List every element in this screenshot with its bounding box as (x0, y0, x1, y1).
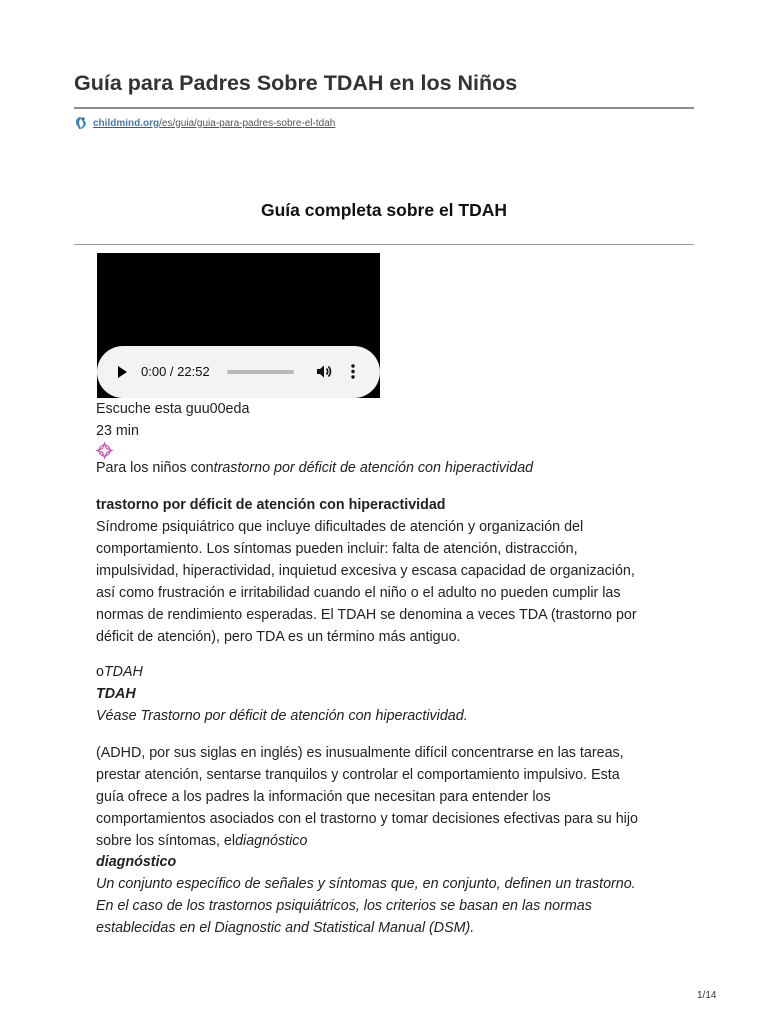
main-paragraph (96, 742, 696, 852)
audio-progress-slider[interactable] (227, 370, 294, 374)
intro-term-link[interactable]: trastorno por déficit de atención con hiperactividad (213, 460, 534, 476)
audio-time-display: 0:00 / 22:52 (141, 364, 210, 379)
glossary-term: diagnóstico (96, 854, 177, 870)
source-path: /es/guia/guia-para-padres-sobre-el-tdah (159, 117, 336, 129)
glossary-line: Un conjunto específico de señales y síntomas que, en conjunto, definen un trastorno. (96, 876, 636, 892)
page-title: Guía para Padres Sobre TDAH en los Niños (74, 71, 518, 95)
glossary-line: Véase Trastorno por déficit de atención con hiperactividad. (96, 708, 468, 724)
audio-player[interactable] (97, 346, 380, 398)
section-divider (74, 244, 694, 245)
childmind-logo-icon (74, 116, 88, 130)
glossary-line: así como frustración e irritabilidad cuando el niño o el adulto no pueden cumplir las (96, 585, 621, 601)
paragraph-line: guía ofrece a los padres la información que necesitan para entender los (96, 789, 551, 805)
glossary-entry-diagnostico (96, 851, 696, 939)
glossary-line: normas de rendimiento esperadas. El TDAH se denomina a veces TDA (trastorno por (96, 607, 637, 623)
volume-icon[interactable] (316, 363, 333, 380)
glossary-line: Síndrome psiquiátrico que incluye dificultades de atención y organización del (96, 519, 584, 535)
intro-prefix: Para los niños con (96, 460, 214, 476)
alt-term-prefix: o (96, 664, 104, 680)
glossary-term: TDAH (96, 686, 136, 702)
alt-term-link[interactable]: TDAH (103, 664, 143, 680)
paragraph-line: (ADHD, por sus siglas en inglés) es inusualmente difícil concentrarse en las tareas, (96, 745, 624, 761)
section-title: Guía completa sobre el TDAH (260, 200, 508, 220)
play-icon[interactable] (118, 366, 127, 378)
paragraph-last-prefix: sobre los síntomas, el (96, 833, 236, 849)
alt-term-line (96, 661, 696, 683)
paragraph-line: prestar atención, sentarse tranquilos y controlar el comportamiento impulsivo. Esta (96, 767, 620, 783)
glossary-term: trastorno por déficit de atención con hiperactividad (96, 497, 446, 513)
paragraph-line: comportamientos asociados con el trastorno y tomar decisiones efectivas para su hijo (96, 811, 638, 827)
glossary-entry-tdah (96, 683, 696, 727)
paragraph-line (96, 830, 696, 852)
title-divider (74, 107, 694, 109)
glossary-line: impulsividad, hiperactividad, inquietud excesiva y escasa capacidad de organización, (96, 563, 635, 579)
glossary-line: En el caso de los trastornos psiquiátricos, los criterios se basan en las normas (96, 898, 592, 914)
glossary-line: establecidas en el Diagnostic and Statistical Manual (DSM). (96, 920, 475, 936)
glossary-line: comportamiento. Los síntomas pueden incluir: falta de atención, distracción, (96, 541, 578, 557)
duration-label: 23 min (96, 423, 139, 439)
glossary-entry-tdah-full (96, 494, 696, 648)
page-number: 1/14 (697, 990, 717, 1001)
source-domain: childmind.org (93, 117, 160, 129)
listen-label: Escuche esta guu00eda (96, 401, 250, 417)
more-vertical-icon[interactable] (349, 363, 357, 380)
intro-line (96, 457, 696, 479)
diagnostico-link[interactable]: diagnóstico (235, 833, 308, 849)
source-url-link[interactable] (93, 118, 335, 129)
source-line (74, 115, 335, 131)
glossary-line: déficit de atención), pero TDA es un término más antiguo. (96, 629, 461, 645)
